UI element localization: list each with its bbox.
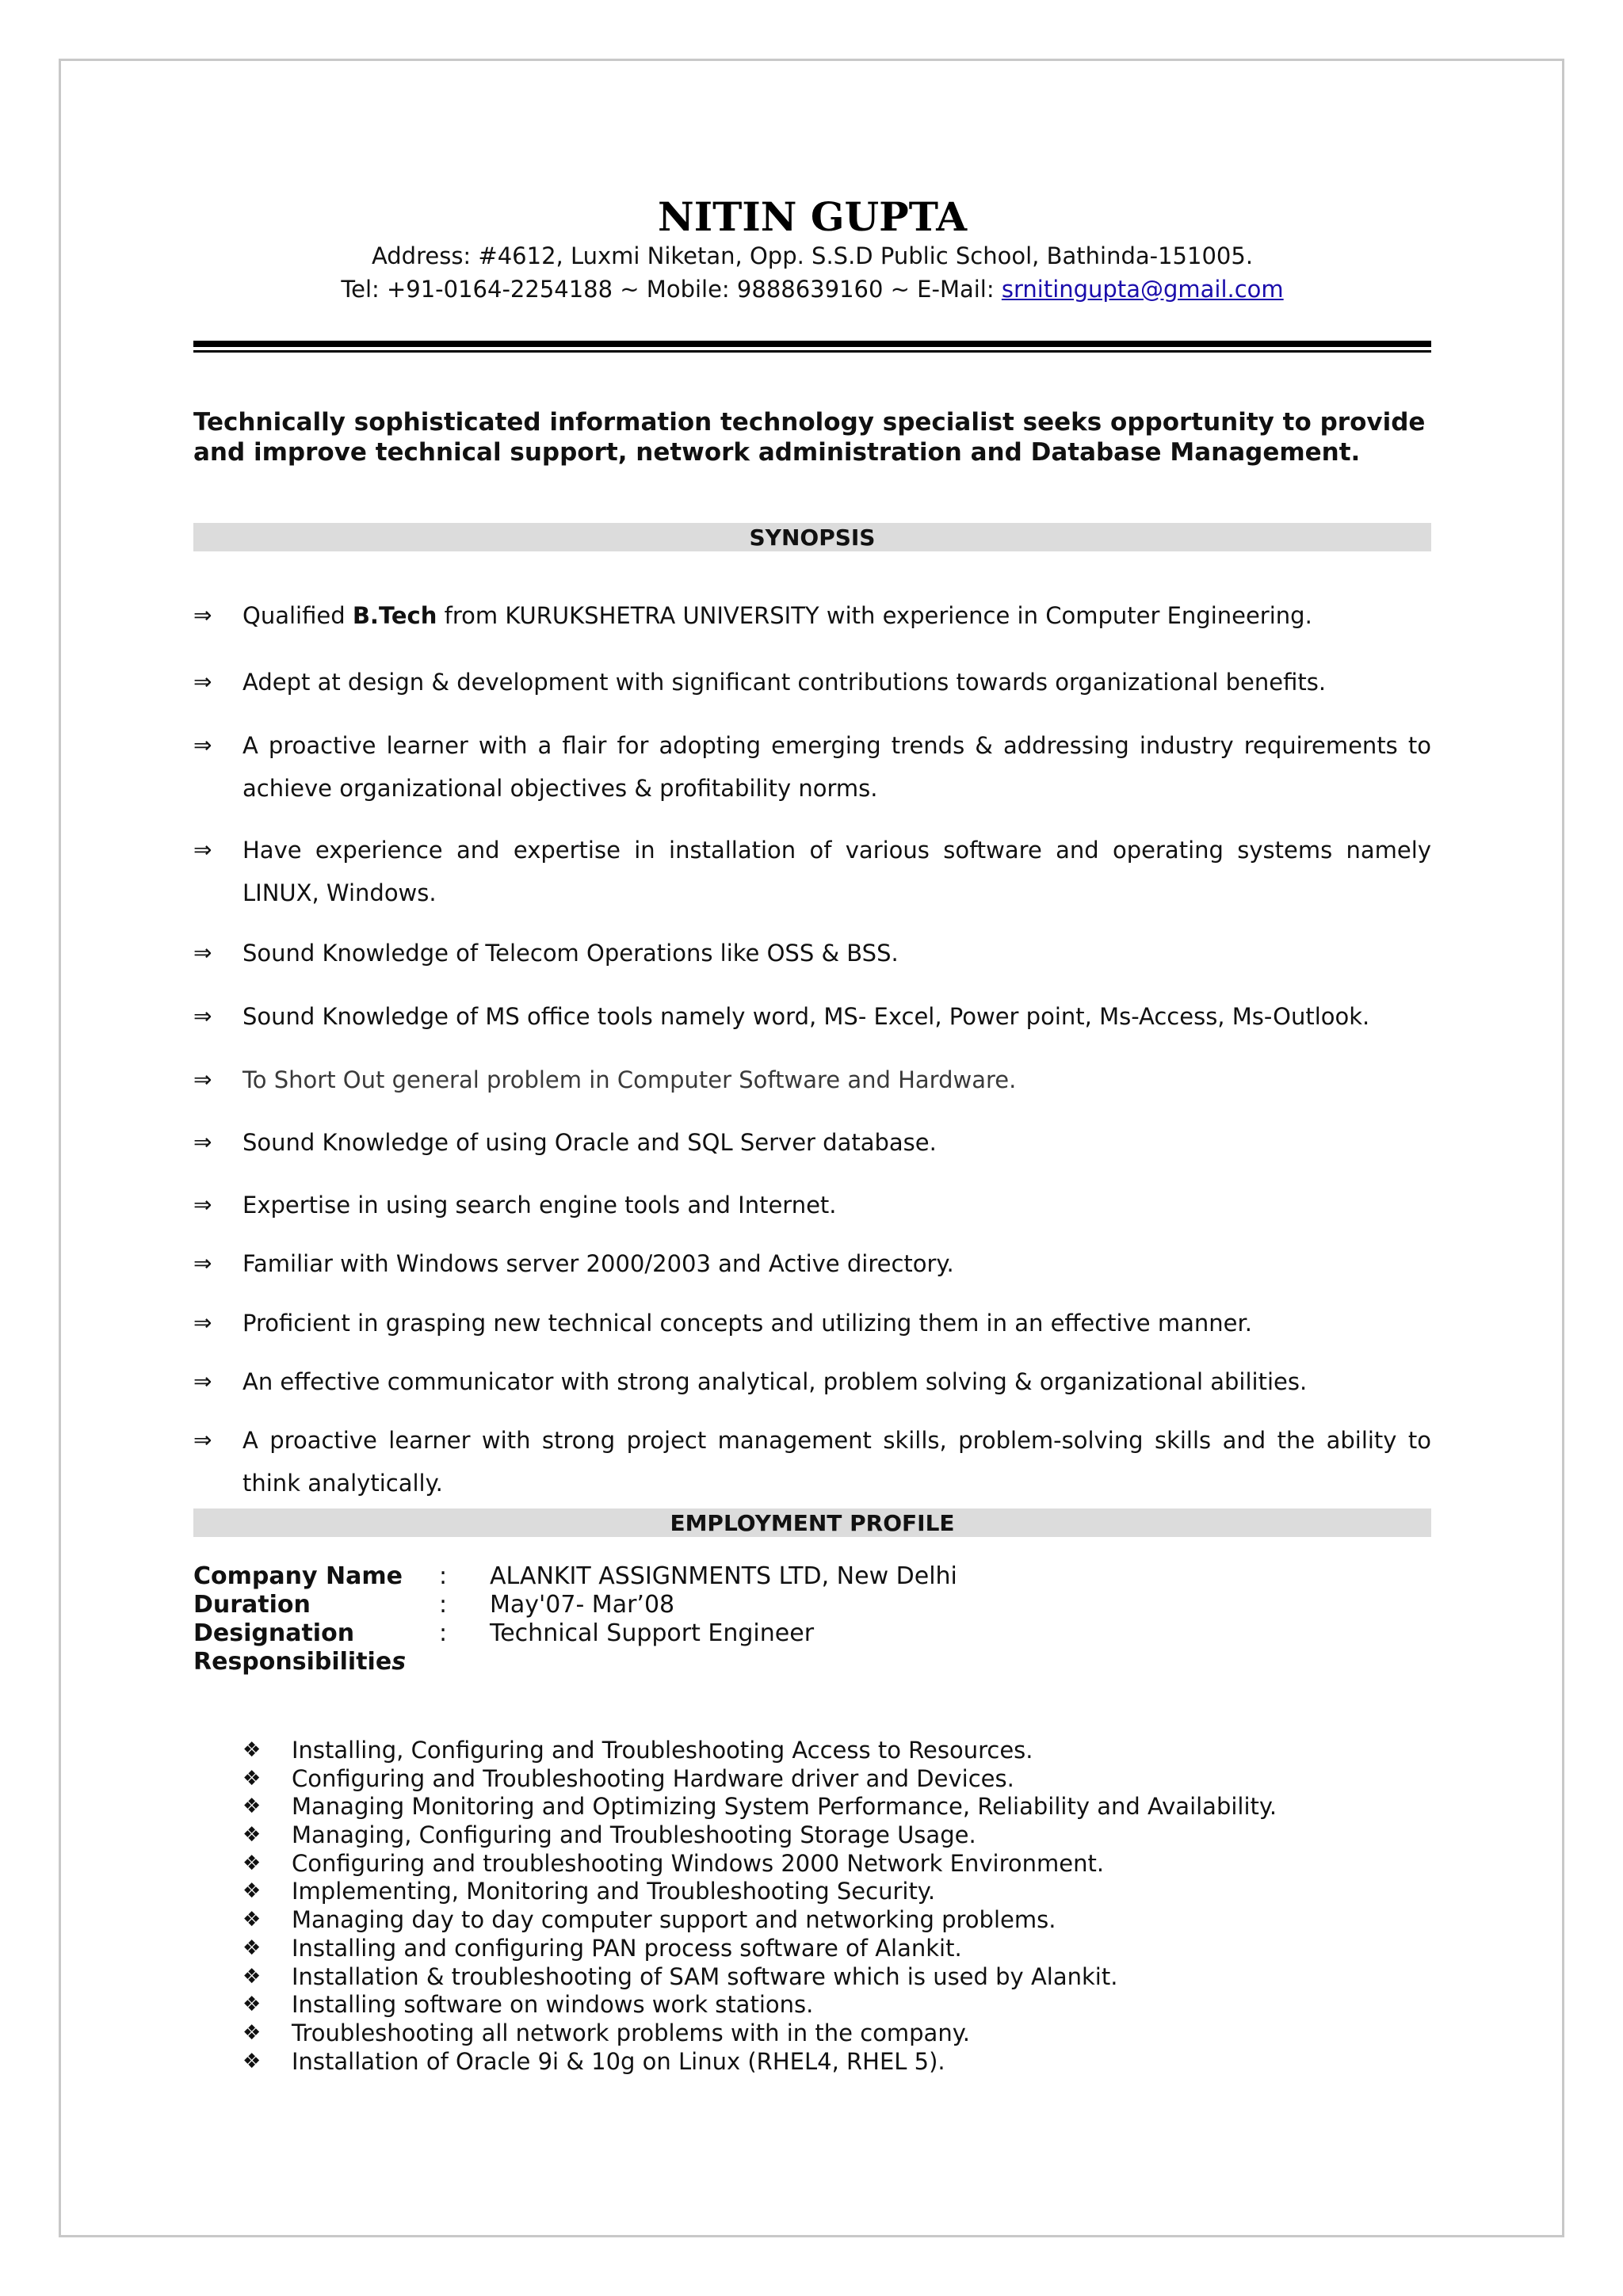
arrow-icon: ⇒	[193, 732, 212, 758]
diamond-bullet-icon: ❖	[242, 1908, 262, 1932]
responsibilities-list	[242, 1737, 1431, 2076]
arrow-icon: ⇒	[193, 1250, 212, 1276]
list-item: ❖ Implementing, Monitoring and Troubleshooting Security.	[242, 1878, 936, 1905]
synopsis-item-text: A proactive learner with a flair for adopting emerging trends & addressing industry requirements to achieve organizational objectives & profitability norms.	[242, 732, 1431, 802]
duration-row	[193, 1591, 1431, 1619]
list-item: ❖ Managing Monitoring and Optimizing System Performance, Reliability and Availability.	[242, 1793, 1277, 1821]
company-row	[193, 1562, 1431, 1591]
diamond-bullet-icon: ❖	[242, 1738, 262, 1762]
responsibilities-row	[193, 1648, 1431, 1676]
diamond-bullet-icon: ❖	[242, 1993, 262, 2017]
diamond-bullet-icon: ❖	[242, 1964, 262, 1989]
arrow-icon: ⇒	[193, 940, 212, 966]
colon: :	[439, 1562, 448, 1590]
synopsis-item-text: Have experience and expertise in installation of various software and operating systems namely LINUX, Windows.	[242, 837, 1431, 906]
synopsis-item-text: Adept at design & development with significant contributions towards organizational benefits.	[242, 669, 1327, 696]
arrow-icon: ⇒	[193, 1192, 212, 1218]
diamond-bullet-icon: ❖	[242, 1851, 262, 1875]
arrow-icon: ⇒	[193, 1310, 212, 1336]
list-item: ❖ Installing and configuring PAN process software of Alankit.	[242, 1934, 962, 1962]
candidate-name: NITIN GUPTA	[658, 193, 967, 240]
arrow-icon: ⇒	[193, 602, 212, 628]
synopsis-item-text: A proactive learner with strong project management skills, problem-solving skills and the ability to think analytically.	[242, 1427, 1431, 1497]
synopsis-item-text: Qualified B.Tech from KURUKSHETRA UNIVERSITY with experience in Computer Engineering.	[242, 602, 1312, 629]
address-line: Address: #4612, Luxmi Niketan, Opp. S.S.D Public School, Bathinda-151005.	[371, 242, 1254, 269]
synopsis-item-text: Sound Knowledge of Telecom Operations like OSS & BSS.	[242, 940, 899, 967]
list-item: ❖ Managing, Configuring and Troubleshooting Storage Usage.	[242, 1821, 976, 1849]
list-item: ❖ Troubleshooting all network problems with in the company.	[242, 2019, 970, 2046]
list-item: ❖ Installing software on windows work stations.	[242, 1991, 814, 2019]
arrow-icon: ⇒	[193, 1129, 212, 1155]
duration-value: May'07- Mar’08	[490, 1591, 675, 1619]
employment-heading: EMPLOYMENT PROFILE	[193, 1508, 1431, 1537]
synopsis-item-text: Expertise in using search engine tools and Internet.	[242, 1192, 837, 1219]
arrow-icon: ⇒	[193, 1427, 212, 1453]
diamond-bullet-icon: ❖	[242, 1879, 262, 1904]
arrow-icon: ⇒	[193, 1003, 212, 1029]
designation-label: Designation	[193, 1619, 355, 1647]
list-item: ❖ Configuring and troubleshooting Windows 2000 Network Environment.	[242, 1849, 1105, 1877]
synopsis-heading: SYNOPSIS	[193, 523, 1431, 551]
arrow-icon: ⇒	[193, 669, 212, 695]
duration-label: Duration	[193, 1591, 311, 1619]
synopsis-item-text: To Short Out general problem in Computer Software and Hardware.	[242, 1066, 1017, 1093]
diamond-bullet-icon: ❖	[242, 1794, 262, 1819]
header-divider-thick	[193, 341, 1431, 347]
diamond-bullet-icon: ❖	[242, 1766, 262, 1791]
diamond-bullet-icon: ❖	[242, 2020, 262, 2045]
arrow-icon: ⇒	[193, 1066, 212, 1093]
company-label: Company Name	[193, 1562, 403, 1590]
colon: :	[439, 1591, 448, 1619]
diamond-bullet-icon: ❖	[242, 1823, 262, 1848]
colon: :	[439, 1619, 448, 1647]
email-link[interactable]: srnitingupta@gmail.com	[1001, 276, 1284, 303]
arrow-icon: ⇒	[193, 1368, 212, 1394]
list-item: ❖ Installation & troubleshooting of SAM software which is used by Alankit.	[242, 1962, 1118, 1990]
synopsis-item-text: Proficient in grasping new technical concepts and utilizing them in an effective manner.	[242, 1310, 1252, 1337]
list-item: ❖ Installing, Configuring and Troubleshooting Access to Resources.	[242, 1737, 1033, 1764]
header-divider-thin	[193, 350, 1431, 353]
diamond-bullet-icon: ❖	[242, 2049, 262, 2073]
arrow-icon: ⇒	[193, 837, 212, 863]
designation-row	[193, 1619, 1431, 1648]
career-objective: Technically sophisticated information technology specialist seeks opportunity to provide and improve technical support, network administration and Database Management.	[193, 408, 1426, 467]
employment-details	[193, 1562, 1431, 1676]
synopsis-item-text: Sound Knowledge of using Oracle and SQL Server database.	[242, 1129, 937, 1156]
list-item: ❖ Configuring and Troubleshooting Hardware driver and Devices.	[242, 1764, 1014, 1792]
list-item: ❖ Installation of Oracle 9i & 10g on Linux (RHEL4, RHEL 5).	[242, 2047, 945, 2075]
list-item: ❖ Managing day to day computer support and networking problems.	[242, 1906, 1056, 1934]
responsibilities-label: Responsibilities	[193, 1648, 407, 1676]
designation-value: Technical Support Engineer	[490, 1619, 815, 1647]
diamond-bullet-icon: ❖	[242, 1936, 262, 1960]
company-value: ALANKIT ASSIGNMENTS LTD, New Delhi	[490, 1562, 957, 1590]
synopsis-item-text: An effective communicator with strong analytical, problem solving & organizational abilities.	[242, 1368, 1308, 1395]
contact-line	[193, 276, 1431, 303]
synopsis-item-text: Sound Knowledge of MS office tools namely word, MS- Excel, Power point, Ms-Access, Ms-Outlook.	[242, 1003, 1370, 1030]
contact-phones: Tel: +91-0164-2254188 ~ Mobile: 9888639160 ~ E-Mail:	[341, 276, 1002, 303]
synopsis-item-text: Familiar with Windows server 2000/2003 and Active directory.	[242, 1250, 954, 1277]
